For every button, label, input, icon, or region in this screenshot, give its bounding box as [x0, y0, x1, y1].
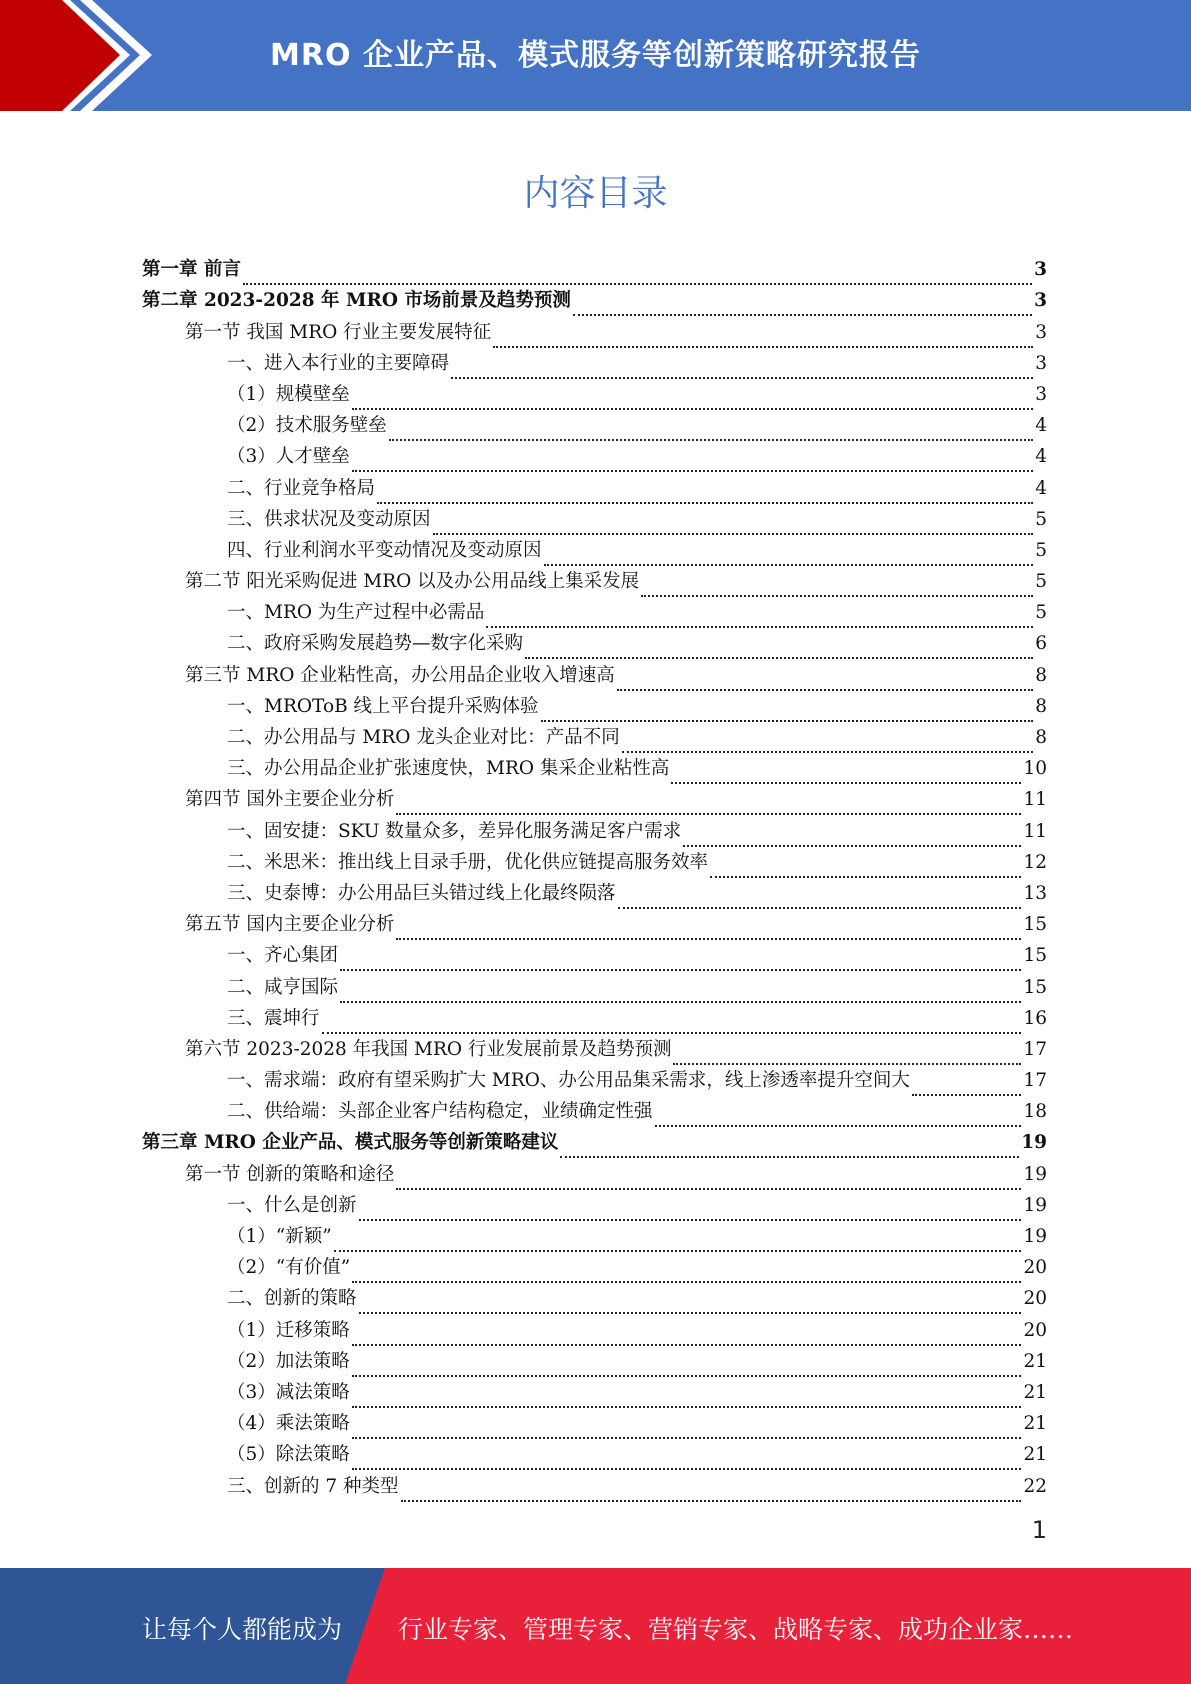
toc-entry-label: 三、史泰博：办公用品巨头错过线上化最终陨落 [227, 882, 616, 904]
toc-entry-label: 三、供求状况及变动原因 [227, 508, 431, 530]
toc-entry-page: 6 [1035, 633, 1047, 655]
toc-dot-leader [683, 823, 1021, 847]
toc-entry-page: 17 [1023, 1038, 1047, 1060]
toc-entry[interactable] [142, 1283, 1047, 1314]
toc-dot-leader [352, 1384, 1022, 1408]
toc-entry-label: 第二章 2023-2028 年 MRO 市场前景及趋势预测 [142, 290, 571, 312]
toc-entry[interactable] [142, 753, 1047, 784]
toc-entry[interactable] [142, 1408, 1047, 1439]
toc-entry-page: 3 [1034, 259, 1047, 281]
toc-entry-page: 21 [1023, 1381, 1047, 1403]
toc-entry[interactable] [142, 940, 1047, 971]
toc-dot-leader [401, 1478, 1022, 1502]
toc-dot-leader [352, 1446, 1022, 1470]
toc-entry[interactable] [142, 1439, 1047, 1470]
toc-entry[interactable] [142, 722, 1047, 753]
toc-entry-page: 4 [1035, 446, 1047, 468]
toc-entry[interactable] [142, 1470, 1047, 1501]
toc-dot-leader [352, 1415, 1022, 1439]
toc-entry-page: 11 [1023, 789, 1047, 811]
toc-entry[interactable] [142, 597, 1047, 628]
toc-dot-leader [573, 292, 1032, 316]
toc-entry-page: 11 [1023, 820, 1047, 842]
toc-entry-page: 20 [1023, 1319, 1047, 1341]
toc-entry-page: 8 [1035, 727, 1047, 748]
toc-dot-leader [340, 979, 1021, 1003]
toc-dot-leader [322, 1010, 1022, 1034]
toc-entry-label: 二、政府采购发展趋势—数字化采购 [227, 633, 524, 655]
toc-entry-page: 15 [1023, 945, 1047, 967]
footer-slogan-right: 行业专家、管理专家、营销专家、战略专家、成功企业家…… [398, 1615, 1074, 1644]
toc-dot-leader [560, 1134, 1019, 1158]
toc-entry-page: 3 [1035, 352, 1047, 374]
toc-entry[interactable] [142, 1003, 1047, 1034]
toc-entry-page: 19 [1023, 1194, 1047, 1216]
toc-dot-leader [710, 854, 1021, 878]
toc-dot-leader [352, 1259, 1021, 1283]
toc-entry-label: 一、需求端：政府有望采购扩大 MRO、办公用品集采需求，线上渗透率提升空间大 [227, 1070, 910, 1092]
toc-entry-page: 3 [1035, 321, 1047, 343]
toc-entry-label: 第三章 MRO 企业产品、模式服务等创新策略建议 [142, 1132, 559, 1154]
toc-dot-leader [617, 667, 1033, 691]
toc-entry[interactable] [142, 691, 1047, 722]
toc-entry[interactable] [142, 566, 1047, 597]
toc-dot-leader [525, 635, 1033, 659]
toc-entry[interactable] [142, 1127, 1047, 1158]
toc-entry-label: （3）减法策略 [227, 1381, 350, 1403]
toc-entry[interactable] [142, 535, 1047, 566]
toc-entry-label: （5）除法策略 [227, 1444, 350, 1466]
toc-entry-label: （4）乘法策略 [227, 1413, 350, 1435]
toc-dot-leader [352, 448, 1033, 472]
toc-entry-label: 一、MROToB 线上平台提升采购体验 [227, 695, 539, 717]
page-footer [0, 1568, 1191, 1684]
toc-entry-page: 5 [1035, 508, 1047, 530]
toc-entry[interactable] [142, 472, 1047, 503]
toc-dot-leader [352, 386, 1033, 410]
toc-entry[interactable] [142, 847, 1047, 878]
toc-entry-label: （1）迁移策略 [227, 1319, 350, 1341]
toc-entry-page: 22 [1023, 1475, 1047, 1497]
toc-entry[interactable] [142, 379, 1047, 410]
toc-entry[interactable] [142, 1158, 1047, 1189]
toc-entry[interactable] [142, 316, 1047, 347]
toc-entry-page: 19 [1021, 1132, 1047, 1154]
toc-entry-label: 二、办公用品与 MRO 龙头企业对比：产品不同 [227, 727, 620, 748]
toc-entry-label: （1）规模壁垒 [227, 383, 350, 405]
toc-entry-label: 第二节 阳光采购促进 MRO 以及办公用品线上集采发展 [185, 571, 640, 593]
toc-heading: 内容目录 [523, 173, 668, 214]
toc-dot-leader [352, 1322, 1022, 1346]
toc-entry-label: 第一节 创新的策略和途径 [185, 1163, 395, 1185]
toc-entry-page: 15 [1023, 976, 1047, 998]
report-title: MRO 企业产品、模式服务等创新策略研究报告 [270, 38, 921, 73]
toc-entry[interactable] [142, 441, 1047, 472]
toc-entry[interactable] [142, 1096, 1047, 1127]
table-of-contents [142, 254, 1047, 1502]
toc-dot-leader [493, 324, 1033, 348]
toc-dot-leader [340, 947, 1021, 971]
toc-entry-page: 21 [1023, 1413, 1047, 1435]
toc-entry-page: 3 [1034, 290, 1047, 312]
toc-entry-label: 二、创新的策略 [227, 1288, 357, 1310]
toc-dot-leader [622, 729, 1033, 753]
toc-entry-page: 15 [1023, 914, 1047, 936]
toc-entry[interactable] [142, 1252, 1047, 1283]
toc-entry-page: 19 [1023, 1163, 1047, 1185]
toc-dot-leader [433, 511, 1034, 535]
toc-entry-page: 20 [1023, 1257, 1047, 1279]
toc-entry-label: 第一节 我国 MRO 行业主要发展特征 [185, 321, 492, 343]
toc-dot-leader [673, 1041, 1021, 1065]
toc-entry[interactable] [142, 285, 1047, 316]
footer-slogan-left: 让每个人都能成为 [142, 1615, 343, 1644]
toc-entry-label: 一、齐心集团 [227, 945, 339, 967]
toc-entry-page: 17 [1023, 1070, 1047, 1092]
toc-dot-leader [671, 760, 1021, 784]
toc-entry[interactable] [142, 348, 1047, 379]
toc-entry[interactable] [142, 659, 1047, 690]
toc-entry-page: 5 [1035, 602, 1047, 624]
toc-dot-leader [359, 1197, 1022, 1221]
toc-dot-leader [389, 417, 1033, 441]
toc-entry-label: 三、办公用品企业扩张速度快，MRO 集采企业粘性高 [227, 758, 670, 780]
toc-dot-leader [641, 573, 1033, 597]
toc-dot-leader [359, 1290, 1022, 1314]
toc-entry-label: （2）加法策略 [227, 1350, 350, 1372]
toc-entry-label: 一、进入本行业的主要障碍 [227, 352, 450, 374]
toc-entry-page: 8 [1035, 664, 1047, 686]
toc-entry[interactable] [142, 784, 1047, 815]
toc-entry-label: 第三节 MRO 企业粘性高，办公用品企业收入增速高 [185, 664, 615, 686]
toc-entry-page: 4 [1035, 415, 1047, 437]
toc-dot-leader [486, 604, 1033, 628]
toc-entry-label: 二、咸亨国际 [227, 976, 339, 998]
page-header [0, 0, 1191, 111]
toc-entry[interactable] [142, 815, 1047, 846]
toc-entry[interactable] [142, 971, 1047, 1002]
toc-entry-page: 20 [1023, 1288, 1047, 1310]
toc-entry-page: 19 [1023, 1226, 1047, 1247]
toc-dot-leader [541, 698, 1034, 722]
toc-entry[interactable] [142, 1065, 1047, 1096]
toc-dot-leader [396, 791, 1021, 815]
page-number: 1 [1031, 1516, 1047, 1544]
toc-entry-label: 三、震坤行 [227, 1007, 320, 1029]
toc-entry-page: 12 [1023, 851, 1047, 873]
toc-entry[interactable] [142, 1346, 1047, 1377]
toc-dot-leader [243, 261, 1032, 285]
toc-entry-label: 一、固安捷：SKU 数量众多，差异化服务满足客户需求 [227, 820, 682, 842]
toc-entry-label: 第五节 国内主要企业分析 [185, 914, 395, 936]
toc-entry-label: 第六节 2023-2028 年我国 MRO 行业发展前景及趋势预测 [185, 1038, 672, 1060]
toc-entry-page: 13 [1023, 882, 1047, 904]
toc-entry[interactable] [142, 1034, 1047, 1065]
toc-entry-page: 10 [1023, 758, 1047, 780]
toc-entry-label: 第四节 国外主要企业分析 [185, 789, 395, 811]
toc-entry[interactable] [142, 628, 1047, 659]
toc-entry-label: 三、创新的 7 种类型 [227, 1475, 399, 1497]
toc-dot-leader [334, 1228, 1022, 1252]
toc-entry[interactable] [142, 1190, 1047, 1221]
toc-entry[interactable] [142, 1314, 1047, 1345]
toc-entry-label: 第一章 前言 [142, 259, 241, 281]
toc-entry-page: 8 [1035, 695, 1047, 717]
toc-entry-label: 二、米思米：推出线上目录手册，优化供应链提高服务效率 [227, 851, 709, 873]
toc-dot-leader [618, 885, 1022, 909]
toc-entry[interactable] [142, 410, 1047, 441]
toc-dot-leader [396, 1166, 1021, 1190]
toc-dot-leader [655, 1103, 1022, 1127]
toc-dot-leader [352, 1353, 1022, 1377]
toc-entry-page: 3 [1035, 383, 1047, 405]
toc-entry-label: 二、供给端：头部企业客户结构稳定，业绩确定性强 [227, 1101, 653, 1123]
toc-entry-label: 四、行业利润水平变动情况及变动原因 [227, 539, 542, 561]
toc-entry-page: 18 [1023, 1101, 1047, 1123]
toc-entry-label: 二、行业竞争格局 [227, 477, 376, 499]
toc-entry-label: 一、MRO 为生产过程中必需品 [227, 602, 485, 624]
toc-entry[interactable] [142, 1221, 1047, 1252]
toc-entry-page: 5 [1035, 571, 1047, 593]
toc-entry-label: （2）技术服务壁垒 [227, 415, 387, 437]
toc-entry-label: （2）“有价值” [227, 1257, 351, 1279]
toc-entry-label: （3）人才壁垒 [227, 446, 350, 468]
toc-entry-label: 一、什么是创新 [227, 1194, 357, 1216]
toc-entry[interactable] [142, 909, 1047, 940]
toc-entry-page: 16 [1023, 1007, 1047, 1029]
toc-dot-leader [544, 542, 1034, 566]
toc-dot-leader [451, 355, 1033, 379]
toc-entry-page: 4 [1035, 477, 1047, 499]
toc-dot-leader [377, 480, 1033, 504]
toc-dot-leader [912, 1072, 1022, 1096]
toc-entry[interactable] [142, 878, 1047, 909]
toc-entry[interactable] [142, 1377, 1047, 1408]
toc-entry-page: 21 [1023, 1350, 1047, 1372]
toc-entry[interactable] [142, 254, 1047, 285]
toc-entry-page: 21 [1023, 1444, 1047, 1466]
toc-entry-page: 5 [1035, 539, 1047, 561]
toc-dot-leader [396, 916, 1021, 940]
toc-entry-label: （1）“新颖” [227, 1226, 332, 1247]
toc-entry[interactable] [142, 504, 1047, 535]
